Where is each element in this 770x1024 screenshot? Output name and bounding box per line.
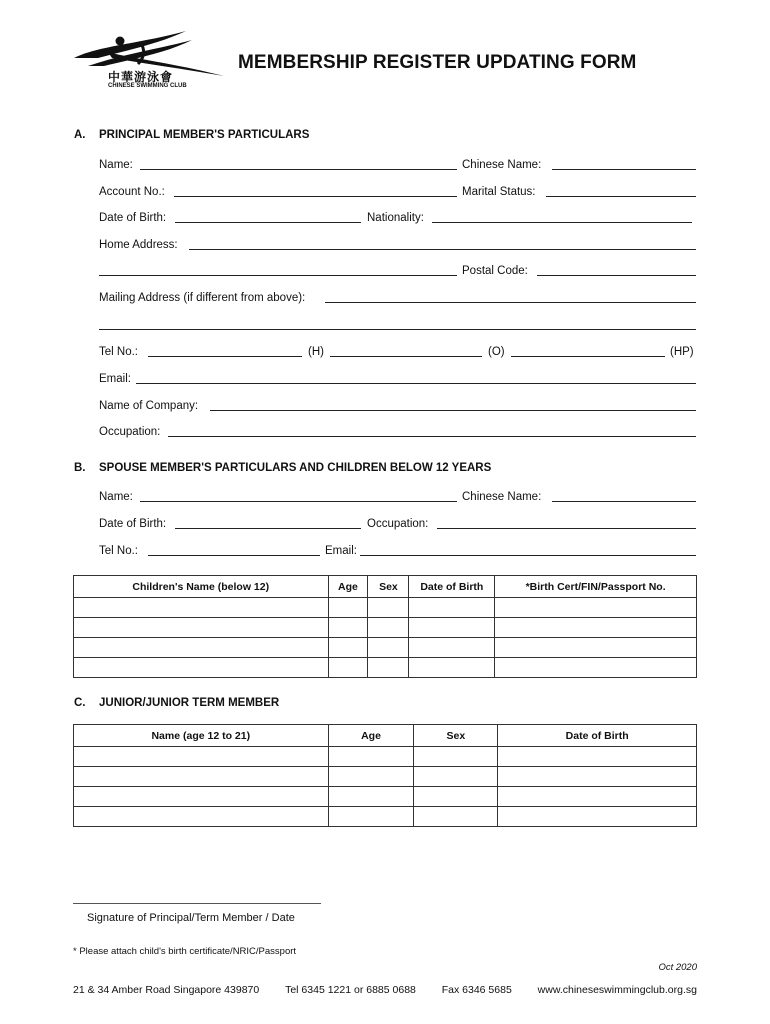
- table-cell[interactable]: [328, 747, 414, 767]
- table-cell[interactable]: [328, 787, 414, 807]
- club-tel: Tel 6345 1221 or 6885 0688: [285, 984, 416, 996]
- table-cell[interactable]: [368, 658, 409, 678]
- logo-chinese-name: 中華游泳會: [108, 70, 174, 84]
- col-junior-age: Age: [328, 725, 414, 747]
- spouse-name-label: Name:: [99, 491, 133, 503]
- marital-status-field[interactable]: [546, 196, 696, 197]
- table-row: [74, 658, 697, 678]
- principal-dob-label: Date of Birth:: [99, 212, 167, 224]
- table-cell[interactable]: [409, 638, 495, 658]
- signature-label: Signature of Principal/Term Member / Date: [87, 912, 295, 924]
- table-cell[interactable]: [74, 807, 329, 827]
- form-title: MEMBERSHIP REGISTER UPDATING FORM: [238, 52, 637, 73]
- mailing-address-field-2[interactable]: [99, 329, 696, 330]
- marital-status-label: Marital Status:: [462, 186, 536, 198]
- spouse-email-label: Email:: [325, 545, 357, 557]
- table-cell[interactable]: [498, 767, 697, 787]
- junior-table-header: [74, 725, 697, 747]
- col-dob: Date of Birth: [409, 576, 495, 598]
- table-cell[interactable]: [498, 787, 697, 807]
- tel-home-label: (H): [308, 346, 324, 358]
- postal-code-label: Postal Code:: [462, 265, 528, 277]
- form-version: Oct 2020: [658, 962, 697, 973]
- section-c-letter: C.: [74, 697, 86, 709]
- table-cell[interactable]: [74, 658, 329, 678]
- principal-tel-hp-field[interactable]: [511, 356, 665, 357]
- table-cell[interactable]: [409, 598, 495, 618]
- table-cell[interactable]: [74, 638, 329, 658]
- section-b-letter: B.: [74, 462, 86, 474]
- table-row: [74, 747, 697, 767]
- table-cell[interactable]: [498, 807, 697, 827]
- nationality-label: Nationality:: [367, 212, 424, 224]
- table-cell[interactable]: [498, 747, 697, 767]
- table-cell[interactable]: [368, 638, 409, 658]
- table-cell[interactable]: [328, 658, 368, 678]
- spouse-dob-field[interactable]: [175, 528, 361, 529]
- principal-occupation-label: Occupation:: [99, 426, 161, 438]
- col-birth-cert: *Birth Cert/FIN/Passport No.: [495, 576, 697, 598]
- spouse-occupation-label: Occupation:: [367, 518, 429, 530]
- table-cell[interactable]: [495, 598, 697, 618]
- company-field[interactable]: [210, 410, 696, 411]
- home-address-label: Home Address:: [99, 239, 178, 251]
- home-address-field-1[interactable]: [189, 249, 696, 250]
- signature-line[interactable]: [73, 903, 321, 904]
- club-address: 21 & 34 Amber Road Singapore 439870: [73, 984, 260, 996]
- principal-tel-home-field[interactable]: [148, 356, 302, 357]
- table-cell[interactable]: [368, 598, 409, 618]
- club-logo: [68, 28, 228, 94]
- principal-name-field[interactable]: [140, 169, 457, 170]
- table-cell[interactable]: [74, 598, 329, 618]
- table-cell[interactable]: [414, 747, 498, 767]
- col-children-name: Children's Name (below 12): [74, 576, 329, 598]
- spouse-email-field[interactable]: [360, 555, 696, 556]
- club-fax: Fax 6346 5685: [441, 984, 512, 996]
- table-cell[interactable]: [74, 618, 329, 638]
- spouse-chinese-name-label: Chinese Name:: [462, 491, 542, 503]
- principal-chinese-name-field[interactable]: [552, 169, 696, 170]
- tel-office-label: (O): [488, 346, 505, 358]
- principal-tel-office-field[interactable]: [330, 356, 482, 357]
- table-row: [74, 787, 697, 807]
- spouse-occupation-field[interactable]: [437, 528, 696, 529]
- home-address-field-2[interactable]: [99, 275, 457, 276]
- table-cell[interactable]: [414, 787, 498, 807]
- logo-english-name: CHINESE SWIMMING CLUB: [108, 83, 187, 89]
- children-table: [73, 575, 697, 678]
- table-cell[interactable]: [328, 618, 368, 638]
- mailing-address-label: Mailing Address (if different from above):: [99, 292, 306, 304]
- table-cell[interactable]: [74, 787, 329, 807]
- company-label: Name of Company:: [99, 400, 199, 412]
- spouse-tel-label: Tel No.:: [99, 545, 138, 557]
- section-b-heading: SPOUSE MEMBER'S PARTICULARS AND CHILDREN BELOW 12 YEARS: [99, 462, 492, 474]
- table-cell[interactable]: [409, 658, 495, 678]
- col-age: Age: [328, 576, 368, 598]
- spouse-chinese-name-field[interactable]: [552, 501, 696, 502]
- account-no-field[interactable]: [174, 196, 457, 197]
- table-cell[interactable]: [414, 767, 498, 787]
- table-cell[interactable]: [328, 598, 368, 618]
- account-no-label: Account No.:: [99, 186, 165, 198]
- principal-occupation-field[interactable]: [168, 436, 696, 437]
- tel-hp-label: (HP): [670, 346, 694, 358]
- table-row: [74, 807, 697, 827]
- col-sex: Sex: [368, 576, 409, 598]
- junior-table: [73, 724, 697, 827]
- principal-email-label: Email:: [99, 373, 131, 385]
- col-junior-sex: Sex: [414, 725, 498, 747]
- club-website[interactable]: www.chineseswimmingclub.org.sg: [537, 984, 697, 996]
- principal-chinese-name-label: Chinese Name:: [462, 159, 542, 171]
- table-cell[interactable]: [495, 618, 697, 638]
- section-c-heading: JUNIOR/JUNIOR TERM MEMBER: [99, 697, 280, 709]
- table-cell[interactable]: [409, 618, 495, 638]
- principal-dob-field[interactable]: [175, 222, 361, 223]
- table-cell[interactable]: [328, 807, 414, 827]
- club-contact-line: [73, 984, 697, 996]
- table-cell[interactable]: [495, 638, 697, 658]
- principal-email-field[interactable]: [136, 383, 696, 384]
- children-table-header: [74, 576, 697, 598]
- table-row: [74, 618, 697, 638]
- table-row: [74, 767, 697, 787]
- table-row: [74, 638, 697, 658]
- table-cell[interactable]: [328, 638, 368, 658]
- section-a-heading: PRINCIPAL MEMBER'S PARTICULARS: [99, 129, 310, 141]
- principal-name-label: Name:: [99, 159, 133, 171]
- table-cell[interactable]: [74, 767, 329, 787]
- table-cell[interactable]: [368, 618, 409, 638]
- table-cell[interactable]: [495, 658, 697, 678]
- attachment-note: * Please attach child's birth certificate/NRIC/Passport: [73, 946, 297, 957]
- nationality-field[interactable]: [432, 222, 692, 223]
- col-junior-name: Name (age 12 to 21): [74, 725, 329, 747]
- table-cell[interactable]: [328, 767, 414, 787]
- table-cell[interactable]: [414, 807, 498, 827]
- table-cell[interactable]: [74, 747, 329, 767]
- spouse-dob-label: Date of Birth:: [99, 518, 167, 530]
- principal-tel-label: Tel No.:: [99, 346, 138, 358]
- postal-code-field[interactable]: [537, 275, 696, 276]
- section-a-letter: A.: [74, 129, 86, 141]
- table-row: [74, 598, 697, 618]
- spouse-tel-field[interactable]: [148, 555, 320, 556]
- spouse-name-field[interactable]: [140, 501, 457, 502]
- col-junior-dob: Date of Birth: [498, 725, 697, 747]
- mailing-address-field-1[interactable]: [325, 302, 696, 303]
